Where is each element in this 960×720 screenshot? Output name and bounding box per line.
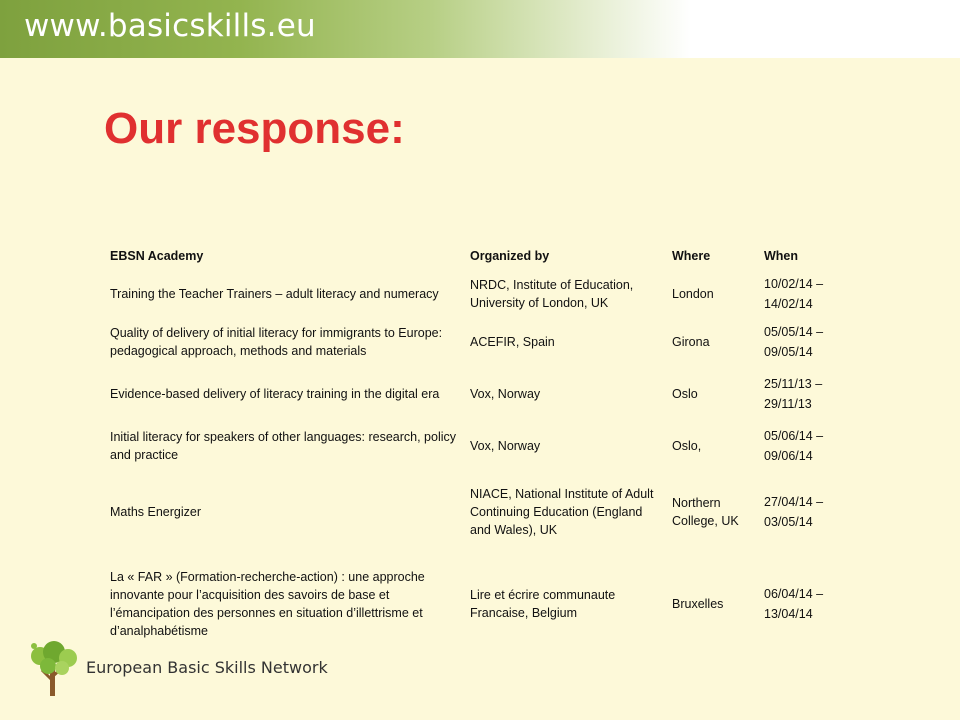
tree-icon [26, 640, 82, 698]
date-cell: 05/05/14 – 09/05/14 [764, 325, 824, 359]
organizer-cell: NRDC, Institute of Education, University of London, UK [470, 278, 634, 310]
academy-cell: Quality of delivery of initial literacy for immigrants to Europe: pedagogical approach, methods and materials [110, 326, 443, 358]
organizer-cell: Vox, Norway [470, 387, 541, 401]
header-banner [0, 0, 960, 58]
table-header-row [104, 240, 844, 272]
ebsn-logo [26, 640, 326, 700]
table-row [104, 272, 844, 316]
table-row [104, 316, 844, 368]
date-cell: 06/04/14 – 13/04/14 [764, 587, 824, 621]
organizer-cell: ACEFIR, Spain [470, 335, 555, 349]
date-cell: 05/06/14 – 09/06/14 [764, 429, 824, 463]
header-academy: EBSN Academy [110, 249, 204, 263]
date-cell: 27/04/14 – 03/05/14 [764, 495, 824, 529]
academy-cell: Evidence-based delivery of literacy training in the digital era [110, 387, 440, 401]
slide-title: Our response: [104, 104, 405, 153]
site-url[interactable]: www.basicskills.eu [24, 8, 316, 44]
location-cell: Girona [672, 335, 710, 349]
academy-cell: Maths Energizer [110, 505, 202, 519]
location-cell: London [672, 287, 714, 301]
date-cell: 25/11/13 – 29/11/13 [764, 377, 823, 411]
location-cell: Bruxelles [672, 597, 724, 611]
academy-table [104, 240, 844, 656]
location-cell: Oslo [672, 387, 698, 401]
academy-cell: La « FAR » (Formation-recherche-action) : une approche innovante pour l’acquisition des savoirs de base et l’émancipation des personnes en situation d’illettrisme et d’analphabétisme [110, 570, 425, 638]
header-organized-by: Organized by [470, 249, 550, 263]
network-name: European Basic Skills Network [86, 658, 328, 677]
date-cell: 10/02/14 – 14/02/14 [764, 277, 824, 311]
location-cell: Northern College, UK [672, 496, 739, 528]
header-when: When [764, 249, 799, 263]
location-cell: Oslo, [672, 439, 702, 453]
organizer-cell: NIACE, National Institute of Adult Continuing Education (England and Wales), UK [470, 487, 654, 537]
academy-cell: Training the Teacher Trainers – adult literacy and numeracy [110, 287, 439, 301]
academy-cell: Initial literacy for speakers of other languages: research, policy and practice [110, 430, 457, 462]
organizer-cell: Vox, Norway [470, 439, 541, 453]
table-row [104, 472, 844, 552]
header-where: Where [672, 249, 711, 263]
table-row [104, 420, 844, 472]
organizer-cell: Lire et écrire communaute Francaise, Belgium [470, 588, 616, 620]
table-row [104, 368, 844, 420]
